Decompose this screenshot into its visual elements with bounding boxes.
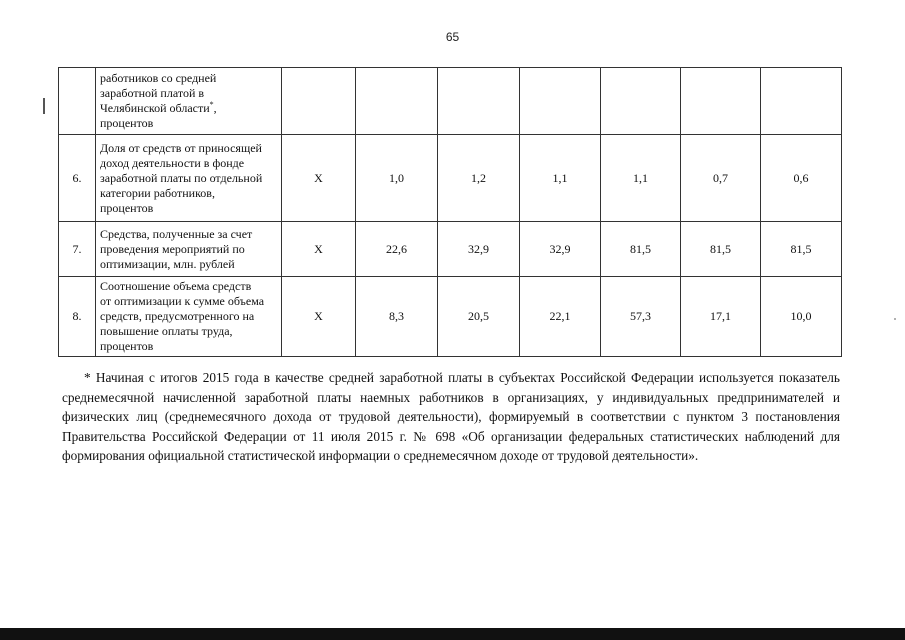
table-cell: 10,0 bbox=[761, 277, 842, 357]
table-cell: X bbox=[282, 277, 356, 357]
margin-mark bbox=[43, 98, 45, 114]
footnote-text: * Начиная с итогов 2015 года в качестве средней заработной платы в субъектах Российской Федерации используется показатель среднемесячной начисленной заработной платы наемных работников в организациях, у индивидуальных предпринимателей и физических лиц (среднемесячного дохода от трудовой деятельности), формируемый в соответствии с пунктом 3 постановления Правительства Российской Федерации от 11 июля 2015 г. № 698 «Об организации федеральных статистических наблюдений для формирования официальной статистической информации о среднемесячном доходе от трудовой деятельности». bbox=[62, 370, 840, 463]
row-number bbox=[59, 68, 96, 135]
table-cell: 81,5 bbox=[761, 222, 842, 277]
indicator-name bbox=[96, 222, 282, 277]
indicator-name-line: проведения мероприятий по bbox=[100, 241, 245, 256]
indicator-name-line: заработной платы по отдельной bbox=[100, 170, 263, 185]
scan-speck bbox=[894, 318, 896, 320]
footnote-marker: * bbox=[209, 100, 214, 109]
indicator-name bbox=[96, 135, 282, 222]
table-cell bbox=[681, 68, 761, 135]
indicator-name-line: средств, предусмотренного на bbox=[100, 309, 255, 323]
table-cell bbox=[520, 68, 601, 135]
indicator-name-line: Средства, полученные за счет bbox=[100, 226, 253, 241]
table-cell: 32,9 bbox=[438, 222, 520, 277]
row-number: 7. bbox=[59, 222, 96, 277]
table-cell: 1,0 bbox=[356, 135, 438, 222]
table-cell: 1,2 bbox=[438, 135, 520, 222]
page-number: 65 bbox=[445, 30, 460, 44]
table-cell: X bbox=[282, 222, 356, 277]
indicator-name-line: доход деятельности в фонде bbox=[100, 155, 245, 170]
table-cell: 57,3 bbox=[601, 277, 681, 357]
indicator-name-line: процентов bbox=[100, 339, 154, 353]
table-cell: 81,5 bbox=[681, 222, 761, 277]
scan-bottom-edge bbox=[0, 628, 905, 640]
table-cell: 20,5 bbox=[438, 277, 520, 357]
table-cell: 8,3 bbox=[356, 277, 438, 357]
table-row bbox=[59, 68, 842, 135]
indicators-table bbox=[58, 67, 842, 357]
table-cell bbox=[356, 68, 438, 135]
table-cell: 32,9 bbox=[520, 222, 601, 277]
indicator-name-line: Доля от средств от приносящей bbox=[100, 140, 262, 155]
table-cell: 17,1 bbox=[681, 277, 761, 357]
table-cell: X bbox=[282, 135, 356, 222]
table-row bbox=[59, 277, 842, 357]
table-cell: 0,7 bbox=[681, 135, 761, 222]
table-cell: 1,1 bbox=[520, 135, 601, 222]
table-body bbox=[59, 68, 842, 357]
indicator-name-line: от оптимизации к сумме объема bbox=[100, 294, 265, 308]
indicator-name bbox=[96, 277, 282, 357]
indicator-name-line: категории работников, bbox=[100, 185, 215, 200]
indicator-name bbox=[96, 68, 282, 135]
indicator-name-line: процентов bbox=[100, 116, 154, 130]
table-cell bbox=[761, 68, 842, 135]
indicator-name-line: Челябинской области*, bbox=[100, 100, 217, 115]
table-cell: 22,6 bbox=[356, 222, 438, 277]
indicator-name-line: оптимизации, млн. рублей bbox=[100, 256, 235, 271]
table-cell bbox=[601, 68, 681, 135]
indicator-name-line: повышение оплаты труда, bbox=[100, 324, 233, 338]
table-cell bbox=[282, 68, 356, 135]
indicator-name-line: работников со средней bbox=[100, 71, 217, 85]
table-cell: 22,1 bbox=[520, 277, 601, 357]
table-cell: 0,6 bbox=[761, 135, 842, 222]
indicator-name-line: заработной платой в bbox=[100, 86, 205, 100]
row-number: 6. bbox=[59, 135, 96, 222]
table-row bbox=[59, 222, 842, 277]
table-cell bbox=[438, 68, 520, 135]
table-cell: 1,1 bbox=[601, 135, 681, 222]
indicator-name-line: процентов bbox=[100, 200, 154, 215]
footnote bbox=[62, 368, 840, 466]
table-cell: 81,5 bbox=[601, 222, 681, 277]
indicator-name-line: Соотношение объема средств bbox=[100, 279, 252, 293]
table-row bbox=[59, 135, 842, 222]
row-number: 8. bbox=[59, 277, 96, 357]
